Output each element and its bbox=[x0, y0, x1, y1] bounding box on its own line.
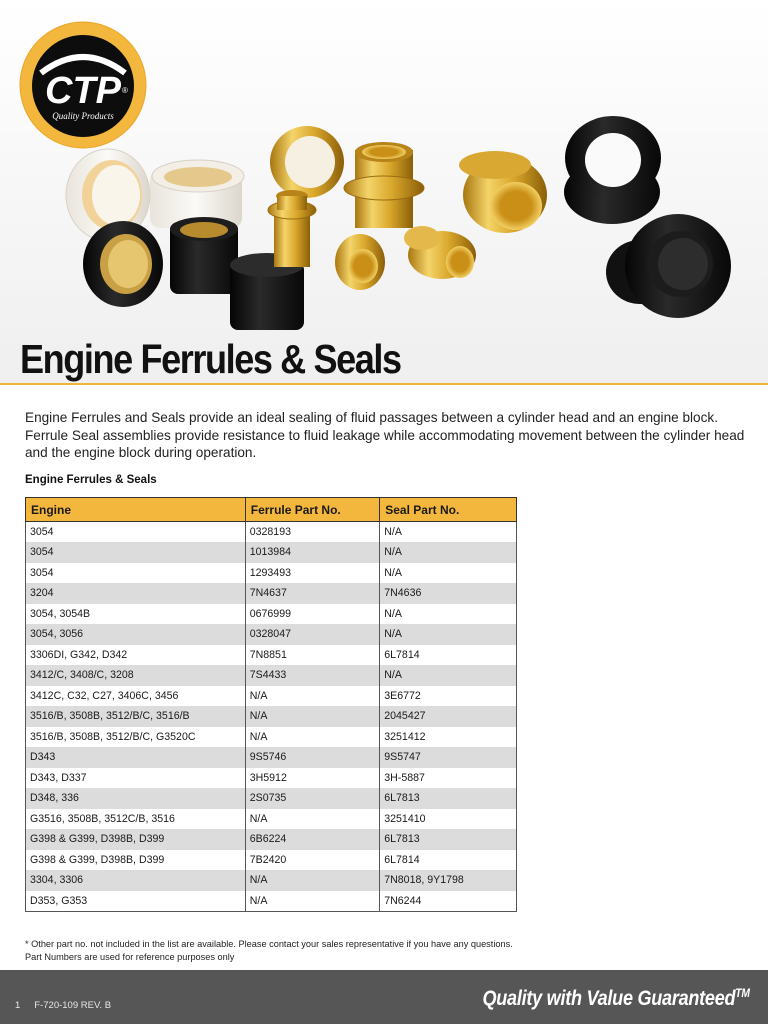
ferrule-part-cell: 6B6224 bbox=[245, 829, 380, 850]
title-divider bbox=[0, 383, 768, 385]
black-seal bbox=[606, 214, 731, 318]
engine-cell: 3054, 3054B bbox=[26, 604, 246, 625]
page-title: Engine Ferrules & Seals bbox=[20, 336, 401, 382]
engine-cell: D343 bbox=[26, 747, 246, 768]
ferrule-part-cell: 0328193 bbox=[245, 522, 380, 543]
brass-ring bbox=[270, 126, 344, 198]
engine-cell: 3412/C, 3408/C, 3208 bbox=[26, 665, 246, 686]
ferrule-part-cell: N/A bbox=[245, 891, 380, 912]
ferrule-part-cell: 0328047 bbox=[245, 624, 380, 645]
column-header-seal: Seal Part No. bbox=[380, 498, 517, 522]
ferrule-part-cell: N/A bbox=[245, 809, 380, 830]
ferrule-part-cell: N/A bbox=[245, 686, 380, 707]
footer-bar bbox=[0, 970, 768, 1024]
footer-tagline bbox=[483, 986, 750, 1011]
table-row bbox=[26, 768, 517, 789]
column-header-ferrule: Ferrule Part No. bbox=[245, 498, 380, 522]
table-row bbox=[26, 624, 517, 645]
svg-text:®: ® bbox=[122, 86, 128, 95]
table-row bbox=[26, 583, 517, 604]
table-row bbox=[26, 686, 517, 707]
engine-cell: 3204 bbox=[26, 583, 246, 604]
seal-part-cell: N/A bbox=[380, 522, 517, 543]
column-header-engine: Engine bbox=[26, 498, 246, 522]
brass-flanged-ferrule bbox=[344, 142, 424, 228]
seal-part-cell: 7N4636 bbox=[380, 583, 517, 604]
table-row bbox=[26, 604, 517, 625]
engine-cell: 3054, 3056 bbox=[26, 624, 246, 645]
table-row bbox=[26, 645, 517, 666]
engine-cell: 3306DI, G342, D342 bbox=[26, 645, 246, 666]
ctp-logo bbox=[19, 21, 147, 149]
footer-doc-info bbox=[15, 1000, 125, 1011]
seal-part-cell: 6L7813 bbox=[380, 788, 517, 809]
table-row bbox=[26, 747, 517, 768]
ferrule-part-cell: N/A bbox=[245, 870, 380, 891]
table-row bbox=[26, 891, 517, 912]
engine-cell: D343, D337 bbox=[26, 768, 246, 789]
ferrule-part-cell: 7S4433 bbox=[245, 665, 380, 686]
ferrule-part-cell: 7N4637 bbox=[245, 583, 380, 604]
ferrule-part-cell: 2S0735 bbox=[245, 788, 380, 809]
page-number: 1 bbox=[15, 1000, 21, 1011]
parts-table-body bbox=[26, 522, 517, 912]
ferrule-part-cell: 9S5746 bbox=[245, 747, 380, 768]
seal-part-cell: 6L7814 bbox=[380, 645, 517, 666]
footnotes bbox=[25, 938, 513, 963]
ferrule-part-cell: N/A bbox=[245, 727, 380, 748]
table-header-row bbox=[26, 498, 517, 522]
engine-cell: 3054 bbox=[26, 522, 246, 543]
table-row bbox=[26, 522, 517, 543]
seal-part-cell: 9S5747 bbox=[380, 747, 517, 768]
footer-tagline-text: Quality with Value Guaranteed bbox=[482, 987, 736, 1010]
seal-part-cell: 2045427 bbox=[380, 706, 517, 727]
table-row bbox=[26, 563, 517, 584]
ferrule-part-cell: 0676999 bbox=[245, 604, 380, 625]
seal-part-cell: N/A bbox=[380, 624, 517, 645]
hero-product-photo bbox=[0, 0, 768, 385]
seal-part-cell: 3251410 bbox=[380, 809, 517, 830]
ferrule-part-cell: 1013984 bbox=[245, 542, 380, 563]
engine-cell: 3516/B, 3508B, 3512/B/C, G3520C bbox=[26, 727, 246, 748]
seal-part-cell: 3H-5887 bbox=[380, 768, 517, 789]
engine-cell: G398 & G399, D398B, D399 bbox=[26, 829, 246, 850]
trademark-mark: TM bbox=[735, 986, 750, 1000]
brass-small-ferrule bbox=[335, 234, 385, 290]
brass-flanged-ferrule bbox=[268, 190, 316, 267]
engine-cell: 3412C, C32, C27, 3406C, 3456 bbox=[26, 686, 246, 707]
table-row bbox=[26, 727, 517, 748]
seal-part-cell: N/A bbox=[380, 563, 517, 584]
engine-cell: 3516/B, 3508B, 3512/B/C, 3516/B bbox=[26, 706, 246, 727]
intro-paragraph: Engine Ferrules and Seals provide an ideal sealing of fluid passages between a cylinder head and an engine block. Ferrule Seal assemblies provide resistance to fluid leakage while accommodating movement between the cylinder head and the engine block during operation. bbox=[25, 410, 745, 460]
table-row bbox=[26, 542, 517, 563]
seal-part-cell: N/A bbox=[380, 542, 517, 563]
table-row bbox=[26, 665, 517, 686]
table-row bbox=[26, 850, 517, 871]
seal-part-cell: 7N6244 bbox=[380, 891, 517, 912]
engine-cell: 3054 bbox=[26, 542, 246, 563]
table-row bbox=[26, 809, 517, 830]
engine-cell: 3054 bbox=[26, 563, 246, 584]
seal-part-cell: 7N8018, 9Y1798 bbox=[380, 870, 517, 891]
seal-part-cell: 6L7814 bbox=[380, 850, 517, 871]
ferrule-part-cell: 1293493 bbox=[245, 563, 380, 584]
ferrule-part-cell: N/A bbox=[245, 706, 380, 727]
logo-tagline: Quality Products bbox=[52, 111, 114, 121]
table-row bbox=[26, 829, 517, 850]
seal-part-cell: N/A bbox=[380, 665, 517, 686]
engine-cell: G398 & G399, D398B, D399 bbox=[26, 850, 246, 871]
table-row bbox=[26, 788, 517, 809]
ferrule-part-cell: 7N8851 bbox=[245, 645, 380, 666]
black-bushing bbox=[83, 221, 163, 307]
black-seal bbox=[564, 116, 661, 224]
black-bushing bbox=[170, 217, 238, 294]
engine-cell: D353, G353 bbox=[26, 891, 246, 912]
seal-part-cell: 3251412 bbox=[380, 727, 517, 748]
ferrule-part-cell: 7B2420 bbox=[245, 850, 380, 871]
engine-cell: G3516, 3508B, 3512C/B, 3516 bbox=[26, 809, 246, 830]
doc-code: F-720-109 REV. B bbox=[34, 1000, 112, 1011]
seal-part-cell: 3E6772 bbox=[380, 686, 517, 707]
ferrule-part-cell: 3H5912 bbox=[245, 768, 380, 789]
engine-cell: D348, 336 bbox=[26, 788, 246, 809]
table-caption: Engine Ferrules & Seals bbox=[25, 474, 157, 486]
table-row bbox=[26, 870, 517, 891]
engine-cell: 3304, 3306 bbox=[26, 870, 246, 891]
seal-part-cell: 6L7813 bbox=[380, 829, 517, 850]
seal-part-cell: N/A bbox=[380, 604, 517, 625]
logo-brand-text: CTP bbox=[45, 70, 121, 112]
footnote-reference: Part Numbers are used for reference purposes only bbox=[25, 951, 235, 962]
footnote-availability: * Other part no. not included in the list are available. Please contact your sales representative if you have any questions. bbox=[25, 939, 513, 949]
brass-flanged-ferrule bbox=[459, 151, 547, 233]
brass-small-ferrule bbox=[404, 226, 476, 279]
parts-table bbox=[25, 497, 517, 912]
table-row bbox=[26, 706, 517, 727]
